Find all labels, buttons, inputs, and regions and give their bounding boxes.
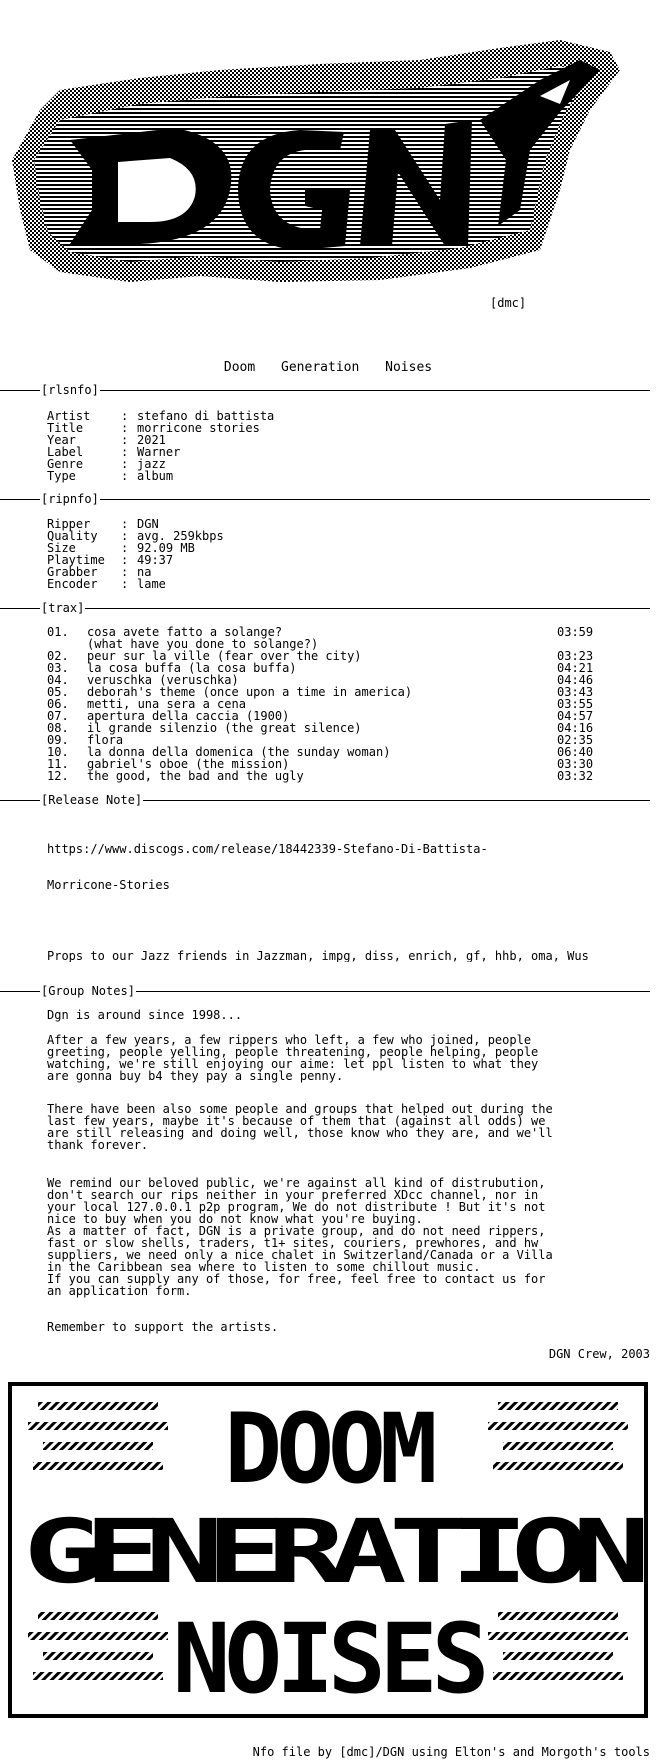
group-note-paragraph: We remind our beloved public, we're against all kind of distrubution, don't search our rips neither in your preferred XDcc channel, nor in your local 127.0.0.1 p2p program, We do not distribute ! But it's not nice to buy when you do not know what you're buying. As a matter of fact, DGN is a private group, and do not need rippers, fast or slow shells, traders, t1+ sites, couriers, prewhores, and hw suppliers, we need only a nice chalet in Switzerland/Canada or a Villa in the Caribbean sea where to listen to some chillout music. If you can supply any of those, for free, feel free to contact us for an application form.: [47, 1176, 553, 1298]
track-duration: 04:21: [557, 661, 594, 675]
info-row: [47, 470, 274, 482]
info-value: morricone stories: [137, 421, 260, 435]
info-value: stefano di battista: [137, 409, 275, 423]
info-key: Label: [47, 445, 84, 459]
info-key: Year: [47, 433, 76, 447]
logo-line: DOOM: [224, 1393, 432, 1505]
info-value: jazz: [137, 457, 166, 471]
track-title: the good, the bad and the ugly: [87, 769, 304, 783]
rule: [0, 800, 40, 801]
release-url-line: Morricone-Stories: [47, 878, 170, 892]
track-title: apertura della caccia (1900): [87, 709, 290, 723]
info-separator: :: [121, 541, 129, 555]
rule: [100, 390, 650, 391]
info-key: Encoder: [47, 577, 98, 591]
track-row: [47, 770, 607, 782]
info-value: 2021: [137, 433, 166, 447]
info-separator: :: [121, 445, 129, 459]
info-separator: :: [121, 433, 129, 447]
info-key: Genre: [47, 457, 84, 471]
info-separator: :: [121, 553, 129, 567]
group-word-generation: Generation: [281, 360, 360, 375]
section-header-rlsnfo: [0, 384, 650, 396]
info-separator: :: [121, 457, 129, 471]
track-duration: 03:23: [557, 649, 594, 663]
rule: [143, 800, 650, 801]
section-header-release-note: [0, 794, 650, 806]
track-title: la cosa buffa (la cosa buffa): [87, 661, 297, 675]
track-title: deborah's theme (once upon a time in america): [87, 685, 413, 699]
info-value: lame: [137, 577, 166, 591]
info-value: na: [137, 565, 152, 579]
section-label: [Release Note]: [41, 793, 143, 807]
info-separator: :: [121, 529, 129, 543]
info-key: Size: [47, 541, 76, 555]
track-title: gabriel's oboe (the mission): [87, 757, 290, 771]
track-number: 05.: [47, 685, 69, 699]
track-number: 10.: [47, 745, 69, 759]
track-title: flora: [87, 733, 124, 747]
rule: [136, 991, 650, 992]
dgn-ascii-logo: [0, 0, 656, 300]
release-info-list: [47, 410, 274, 482]
info-key: Quality: [47, 529, 98, 543]
track-number: 12.: [47, 769, 69, 783]
section-header-ripnfo: [0, 493, 650, 505]
section-header-trax: [0, 602, 650, 614]
track-title: la donna della domenica (the sunday woman): [87, 745, 391, 759]
track-duration: 03:59: [557, 625, 594, 639]
group-note-paragraph: There have been also some people and groups that helped out during the last few years, maybe it's because of them that (against all odds) we are still releasing and doing well, those know who they are, and we'll thank forever.: [47, 1102, 553, 1152]
section-label: [rlsnfo]: [41, 383, 99, 397]
track-duration: 03:43: [557, 685, 594, 699]
group-note-paragraph: Dgn is around since 1998...: [47, 1008, 243, 1022]
track-row: [47, 722, 607, 734]
track-number: 01.: [47, 625, 69, 639]
track-duration: 03:30: [557, 757, 594, 771]
track-title: cosa avete fatto a solange?: [87, 625, 283, 639]
track-duration: 04:16: [557, 721, 594, 735]
logo-line: NOISES: [172, 1603, 484, 1715]
info-key: Grabber: [47, 565, 98, 579]
doom-generation-noises-logo: [8, 1382, 648, 1718]
info-key: Ripper: [47, 517, 91, 531]
info-key: Title: [47, 421, 84, 435]
group-note-paragraph: Remember to support the artists.: [47, 1320, 279, 1334]
track-title: (what have you done to solange?): [87, 637, 319, 651]
track-title: il grande silenzio (the great silence): [87, 721, 362, 735]
group-word-noises: Noises: [385, 360, 433, 375]
info-key: Artist: [47, 409, 91, 423]
logo-line: GENERATION: [23, 1500, 644, 1603]
info-value: album: [137, 469, 174, 483]
track-number: 09.: [47, 733, 69, 747]
rule: [0, 499, 40, 500]
section-label: [Group Notes]: [41, 984, 135, 998]
track-number: 06.: [47, 697, 69, 711]
info-key: Playtime: [47, 553, 105, 567]
section-label: [ripnfo]: [41, 492, 99, 506]
info-separator: :: [121, 565, 129, 579]
info-value: Warner: [137, 445, 181, 459]
info-separator: :: [121, 517, 129, 531]
track-duration: 03:32: [557, 769, 594, 783]
info-separator: :: [121, 577, 129, 591]
track-duration: 06:40: [557, 745, 594, 759]
info-separator: :: [121, 421, 129, 435]
track-title: peur sur la ville (fear over the city): [87, 649, 362, 663]
track-title: veruschka (veruschka): [87, 673, 239, 687]
track-number: 04.: [47, 673, 69, 687]
release-url: [47, 819, 647, 903]
rule: [0, 390, 40, 391]
track-number: 11.: [47, 757, 69, 771]
rule: [100, 499, 650, 500]
track-list: [47, 626, 607, 782]
footer-credit: Nfo file by [dmc]/DGN using Elton's and Morgoth's tools: [252, 1745, 650, 1759]
track-title: metti, una sera a cena: [87, 697, 246, 711]
rule: [85, 608, 650, 609]
track-duration: 04:57: [557, 709, 594, 723]
info-key: Type: [47, 469, 76, 483]
info-value: 92.09 MB: [137, 541, 195, 555]
track-number: 03.: [47, 661, 69, 675]
section-label: [trax]: [41, 601, 85, 615]
track-duration: 02:35: [557, 733, 594, 747]
track-number: 08.: [47, 721, 69, 735]
info-row: [47, 578, 224, 590]
signature: DGN Crew, 2003: [548, 1347, 650, 1361]
rule: [0, 608, 40, 609]
group-note-paragraph: After a few years, a few rippers who left, a few who joined, people greeting, people yelling, people threatening, people helping, people watching, we're still enjoying our aime: let ppl listen to what they are gonna buy b4 they pay a single penny.: [47, 1033, 539, 1083]
group-word-doom: Doom: [223, 360, 256, 375]
info-value: DGN: [137, 517, 159, 531]
info-value: 49:37: [137, 553, 174, 567]
release-url-line: https://www.discogs.com/release/18442339-Stefano-Di-Battista-: [47, 842, 488, 856]
info-separator: :: [121, 469, 129, 483]
section-header-group-notes: [0, 985, 650, 997]
ascii-credit: [dmc]: [490, 296, 527, 310]
props-line: Props to our Jazz friends in Jazzman, impg, diss, enrich, gf, hhb, oma, Wus: [47, 950, 589, 962]
rip-info-list: [47, 518, 224, 590]
info-separator: :: [121, 409, 129, 423]
track-duration: 03:55: [557, 697, 594, 711]
rule: [0, 991, 40, 992]
info-value: avg. 259kbps: [137, 529, 224, 543]
track-number: 02.: [47, 649, 69, 663]
track-duration: 04:46: [557, 673, 594, 687]
track-number: 07.: [47, 709, 69, 723]
group-name: [0, 360, 656, 375]
